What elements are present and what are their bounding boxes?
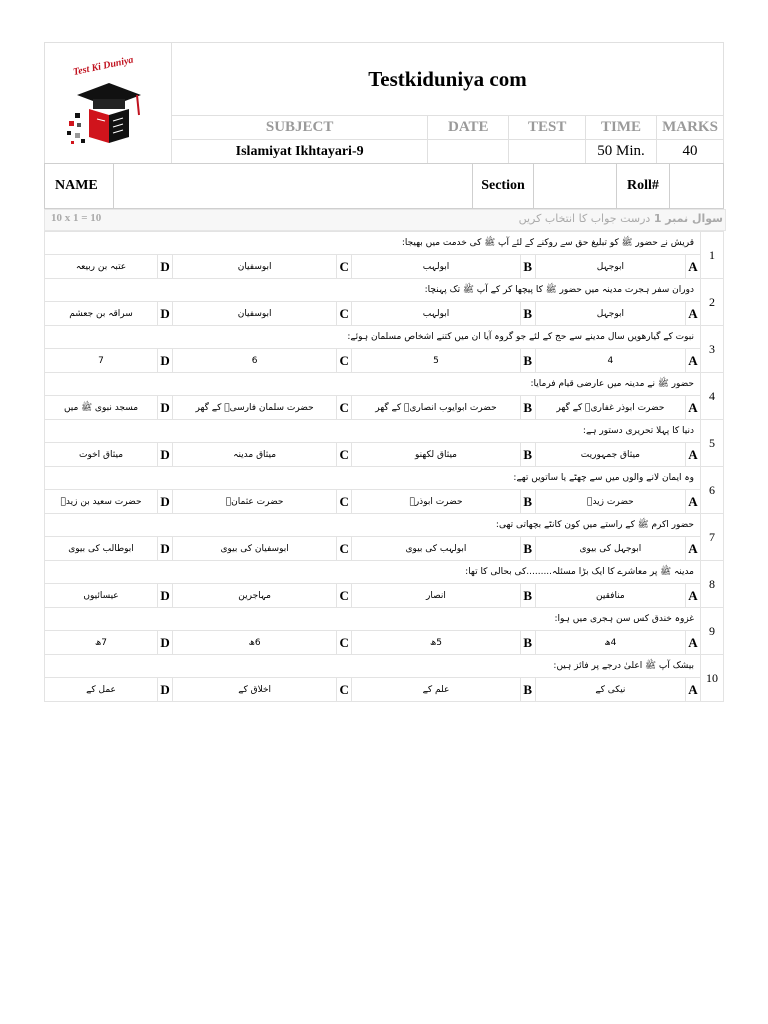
section-field[interactable] xyxy=(534,164,617,209)
option-d-text[interactable]: 7 xyxy=(45,349,158,373)
option-b-letter: B xyxy=(520,255,535,279)
question-row xyxy=(45,326,724,349)
options-row xyxy=(45,490,724,514)
marks-value: 40 xyxy=(657,140,724,164)
option-b-text[interactable]: حضرت ابوایوب انصاریؓ کے گھر xyxy=(352,396,521,420)
option-c-text[interactable]: مہاجرین xyxy=(173,584,337,608)
question-row xyxy=(45,514,724,537)
option-d-letter: D xyxy=(158,490,173,514)
logo-cell xyxy=(45,43,172,164)
page-title: Testkiduniya com xyxy=(171,43,723,116)
question-row xyxy=(45,561,724,584)
option-c-text[interactable]: حضرت عثمانؓ xyxy=(173,490,337,514)
question-number: 3 xyxy=(701,326,724,373)
student-info-bar xyxy=(44,163,724,209)
options-row xyxy=(45,584,724,608)
option-b-letter: B xyxy=(520,349,535,373)
option-a-letter: A xyxy=(686,537,701,561)
option-d-text[interactable]: مسجد نبوی ﷺ میں xyxy=(45,396,158,420)
option-c-letter: C xyxy=(337,678,352,702)
question-number: 10 xyxy=(701,655,724,702)
question-row xyxy=(45,373,724,396)
option-a-text[interactable]: 4 xyxy=(535,349,685,373)
date-value xyxy=(428,140,509,164)
option-d-text[interactable]: حضرت سعید بن زیدؓ xyxy=(45,490,158,514)
option-d-letter: D xyxy=(158,631,173,655)
option-d-text[interactable]: سراقہ بن جعشم xyxy=(45,302,158,326)
option-d-letter: D xyxy=(158,349,173,373)
option-c-text[interactable]: 6 xyxy=(173,349,337,373)
question-text: حضور اکرم ﷺ کے راستے میں کون کانٹے بچھاتی تھی: xyxy=(45,514,701,537)
question-text: نبوت کے گیارھویں سال مدینے سے حج کے لئے جو گروہ آیا ان میں کتنے اشخاص مسلمان ہوئے: xyxy=(45,326,701,349)
option-d-letter: D xyxy=(158,584,173,608)
option-b-text[interactable]: علم کے xyxy=(352,678,521,702)
option-c-letter: C xyxy=(337,631,352,655)
options-row xyxy=(45,349,724,373)
option-b-text[interactable]: 5ھ xyxy=(352,631,521,655)
options-row xyxy=(45,678,724,702)
date-label: DATE xyxy=(428,116,509,140)
option-c-letter: C xyxy=(337,537,352,561)
option-d-text[interactable]: عیسائیوں xyxy=(45,584,158,608)
subject-label: SUBJECT xyxy=(171,116,427,140)
option-a-text[interactable]: 4ھ xyxy=(535,631,685,655)
options-row xyxy=(45,396,724,420)
option-b-letter: B xyxy=(520,584,535,608)
option-d-letter: D xyxy=(158,443,173,467)
test-sheet xyxy=(44,42,724,702)
option-b-text[interactable]: ابولہب xyxy=(352,255,521,279)
option-a-letter: A xyxy=(686,349,701,373)
option-c-letter: C xyxy=(337,584,352,608)
options-row xyxy=(45,302,724,326)
option-b-letter: B xyxy=(520,537,535,561)
options-row xyxy=(45,537,724,561)
question-number: 6 xyxy=(701,467,724,514)
option-a-letter: A xyxy=(686,396,701,420)
name-label: NAME xyxy=(45,164,114,209)
option-c-text[interactable]: میثاق مدینہ xyxy=(173,443,337,467)
question-row xyxy=(45,655,724,678)
time-value: 50 Min. xyxy=(586,140,657,164)
question-text: وہ ایمان لانے والوں میں سے چھٹے یا ساتویں تھے: xyxy=(45,467,701,490)
option-c-letter: C xyxy=(337,255,352,279)
option-d-letter: D xyxy=(158,396,173,420)
question-text: دنیا کا پہلا تحریری دستور ہے: xyxy=(45,420,701,443)
option-a-letter: A xyxy=(686,302,701,326)
option-a-letter: A xyxy=(686,490,701,514)
question-text: حضور ﷺ نے مدینہ میں عارضی قیام فرمایا: xyxy=(45,373,701,396)
question-number: 2 xyxy=(701,279,724,326)
option-b-text[interactable]: 5 xyxy=(352,349,521,373)
name-field[interactable] xyxy=(114,164,473,209)
option-a-text[interactable]: حضرت زیدؓ xyxy=(535,490,685,514)
question-number: 5 xyxy=(701,420,724,467)
option-a-text[interactable]: ابوجہل xyxy=(535,255,685,279)
option-c-text[interactable]: ابوسفیان xyxy=(173,302,337,326)
option-b-letter: B xyxy=(520,396,535,420)
question-number: 1 xyxy=(701,232,724,279)
question-number: 4 xyxy=(701,373,724,420)
option-c-text[interactable]: ابوسفیان xyxy=(173,255,337,279)
question-row xyxy=(45,279,724,302)
option-c-letter: C xyxy=(337,490,352,514)
option-b-text[interactable]: انصار xyxy=(352,584,521,608)
option-a-text[interactable]: نیکی کے xyxy=(535,678,685,702)
option-d-letter: D xyxy=(158,537,173,561)
question-row xyxy=(45,420,724,443)
option-c-letter: C xyxy=(337,396,352,420)
option-c-text[interactable]: 6ھ xyxy=(173,631,337,655)
roll-label: Roll# xyxy=(617,164,670,209)
question-text: دوران سفر ہجرت مدینہ میں حضور ﷺ کا پیچھا کر کے آپ ﷺ تک پہنچا: xyxy=(45,279,701,302)
option-a-text[interactable]: حضرت ابوذر غفاریؓ کے گھر xyxy=(535,396,685,420)
question-label: سوال نمبر 1 xyxy=(653,212,723,225)
marks-label: MARKS xyxy=(657,116,724,140)
time-label: TIME xyxy=(586,116,657,140)
question-row xyxy=(45,608,724,631)
logo-icon xyxy=(53,51,163,151)
option-b-letter: B xyxy=(520,490,535,514)
option-b-letter: B xyxy=(520,443,535,467)
option-a-text[interactable]: ابوجہل کی بیوی xyxy=(535,537,685,561)
question-text: مدینہ ﷺ پر معاشرے کا ایک بڑا مسئلہ.........کی بحالی کا تھا: xyxy=(45,561,701,584)
option-b-text[interactable]: ابولہب xyxy=(352,302,521,326)
logo-text: Test Ki Duniya xyxy=(72,54,135,78)
option-d-letter: D xyxy=(158,302,173,326)
questions-table xyxy=(44,231,724,702)
subject-value: Islamiyat Ikhtayari-9 xyxy=(171,140,427,164)
header-table xyxy=(44,42,724,164)
option-d-letter: D xyxy=(158,678,173,702)
question-number: 7 xyxy=(701,514,724,561)
option-c-text[interactable]: اخلاق کے xyxy=(173,678,337,702)
instruction-label: درست جواب کا انتخاب کریں xyxy=(518,212,651,225)
option-a-letter: A xyxy=(686,631,701,655)
option-d-text[interactable]: عتبہ بن ربیعہ xyxy=(45,255,158,279)
option-a-letter: A xyxy=(686,255,701,279)
question-text: غزوہ خندق کس سن ہجری میں ہوا: xyxy=(45,608,701,631)
option-c-text[interactable]: ابوسفیان کی بیوی xyxy=(173,537,337,561)
test-value xyxy=(509,140,586,164)
question-text: بیشک آپ ﷺ اعلیٰ درجے پر فائز ہیں: xyxy=(45,655,701,678)
section-label: Section xyxy=(473,164,534,209)
question-number: 9 xyxy=(701,608,724,655)
option-a-letter: A xyxy=(686,584,701,608)
option-d-text[interactable]: عمل کے xyxy=(45,678,158,702)
option-a-text[interactable]: منافقین xyxy=(535,584,685,608)
question-number: 8 xyxy=(701,561,724,608)
option-b-text[interactable]: میثاق لکھنو xyxy=(352,443,521,467)
option-d-text[interactable]: ابوطالب کی بیوی xyxy=(45,537,158,561)
option-b-letter: B xyxy=(520,678,535,702)
option-a-text[interactable]: میثاق جمہوریت xyxy=(535,443,685,467)
option-a-letter: A xyxy=(686,443,701,467)
section-marks: 10 x 1 = 10 xyxy=(51,212,102,224)
option-c-letter: C xyxy=(337,443,352,467)
instruction-text xyxy=(519,212,723,225)
option-b-letter: B xyxy=(520,631,535,655)
option-b-text[interactable]: ابولہب کی بیوی xyxy=(352,537,521,561)
question-text: قریش نے حضور ﷺ کو تبلیغ حق سے روکنے کے لئے آپ ﷺ کی خدمت میں بھیجا: xyxy=(45,232,701,255)
options-row xyxy=(45,255,724,279)
option-c-letter: C xyxy=(337,349,352,373)
option-d-text[interactable]: 7ھ xyxy=(45,631,158,655)
option-c-letter: C xyxy=(337,302,352,326)
question-row xyxy=(45,467,724,490)
question-row xyxy=(45,232,724,255)
option-b-letter: B xyxy=(520,302,535,326)
option-a-letter: A xyxy=(686,678,701,702)
option-d-text[interactable]: میثاق اخوت xyxy=(45,443,158,467)
options-row xyxy=(45,443,724,467)
option-a-text[interactable]: ابوجہل xyxy=(535,302,685,326)
instructions-bar xyxy=(44,209,726,231)
test-label: TEST xyxy=(509,116,586,140)
roll-field[interactable] xyxy=(670,164,724,209)
option-c-text[interactable]: حضرت سلمان فارسیؓ کے گھر xyxy=(173,396,337,420)
option-d-letter: D xyxy=(158,255,173,279)
options-row xyxy=(45,631,724,655)
option-b-text[interactable]: حضرت ابوذرؓ xyxy=(352,490,521,514)
